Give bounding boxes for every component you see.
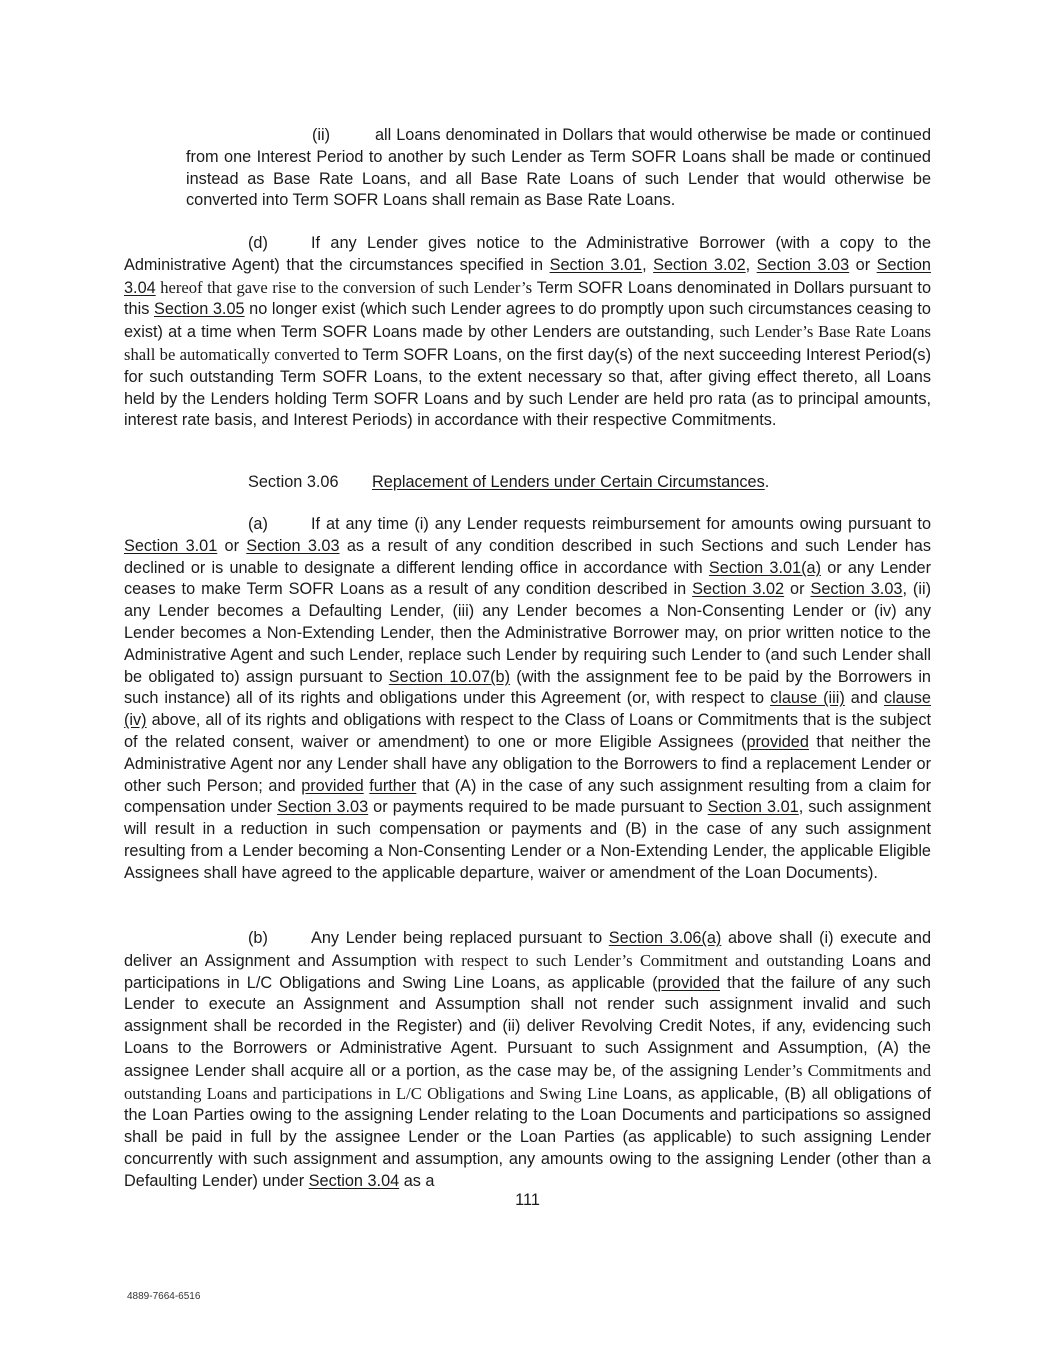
- section-title-period: .: [764, 473, 770, 491]
- paragraph-text-serif: with respect to such Lender’s Commitment and outstanding: [416, 950, 844, 970]
- section-reference-link[interactable]: Section 3.02: [653, 255, 746, 274]
- section-reference-link[interactable]: Section 3.03: [277, 798, 369, 817]
- section-reference-link[interactable]: Section 3.01(a): [708, 558, 822, 577]
- paragraph-text: If at any time (i) any Lender requests reimbursement for amounts owing pursuant to: [311, 515, 931, 533]
- paragraph-text: or: [849, 255, 877, 274]
- paragraph-text: Any Lender being replaced pursuant to: [311, 929, 609, 947]
- section-reference-link[interactable]: Section 3.04: [308, 1171, 400, 1190]
- clause-reference: clause (iii): [770, 689, 845, 708]
- defined-term-underlined: further: [369, 776, 417, 795]
- paragraph-b: [124, 928, 931, 1193]
- paragraph-text: Loans and participations in L/C Obligations and Swing Line Loans, as applicable (: [124, 951, 932, 992]
- section-reference-link[interactable]: Section 3.04: [124, 255, 931, 297]
- paragraph-text-serif: Lender’s Commitments and outstanding Loans and participations in L/C Obligations and Swing Line: [124, 1060, 931, 1103]
- section-reference-link[interactable]: Section 3.03: [756, 255, 850, 274]
- section-reference-link[interactable]: Section 3.01: [549, 255, 643, 274]
- paragraph-text: that neither the Administrative Agent nor any Lender shall have any obligation to the Borrowers to find a replacement Lender or other such Person; and: [124, 732, 931, 795]
- paragraph-text: Term SOFR Loans denominated in Dollars pursuant to this: [124, 278, 931, 319]
- section-title: Replacement of Lenders under Certain Circumstances: [372, 473, 765, 491]
- paragraph-text: as a: [399, 1171, 435, 1190]
- section-reference-link[interactable]: Section 3.03: [246, 536, 340, 555]
- paragraph-text: above shall (i) execute and deliver an Assignment and Assumption: [124, 929, 931, 970]
- clause-reference: clause (iv): [124, 689, 931, 730]
- section-heading: [248, 472, 769, 494]
- defined-term-underlined: provided: [657, 973, 721, 992]
- paragraph-text: or: [784, 580, 811, 599]
- section-reference-link[interactable]: Section 3.01: [124, 536, 218, 555]
- paragraph-ii-label: (ii): [312, 126, 331, 144]
- paragraph-text: Loans, as applicable, (B) all obligations of the Loan Parties owing to the assigning Lender relating to the Loan Documents and participations so assigned shall be paid in full by the assignee Lender or the Loan Parties (as applicable) to such assigning Lender concurrently with such assignment and assumption, any amounts owing to the assigning Lender (other than a Defaulting Lender) under: [124, 1084, 931, 1190]
- defined-term-underlined: provided: [301, 776, 364, 795]
- document-id: 4889-7664-6516: [127, 1291, 201, 1302]
- paragraph-text: above, all of its rights and obligations with respect to the Class of Loans or Commitments that is the subject of the related consent, waiver or amendment) to one or more Eligible Assignees (: [124, 711, 931, 751]
- paragraph-ii-text: all Loans denominated in Dollars that would otherwise be made or continued from one Interest Period to another by such Lender as Term SOFR Loans shall be made or continued instead as Base Rate Loans, and all Base Rate Loans of such Lender that would otherwise be converted into Term SOFR Loans shall remain as Base Rate Loans.: [186, 126, 931, 210]
- paragraph-text: and: [844, 689, 884, 708]
- section-reference-link[interactable]: Section 3.03: [810, 580, 903, 599]
- section-number: Section 3.06: [248, 473, 339, 491]
- paragraph-text: , such assignment will result in a reduction in such compensation or payments and (B) in the case of any such assignment resulting from a Lender becoming a Non-Consenting Lender or a Non-Extending Lender, the applicable Eligible Assignees shall have agreed to the applicable departure, waiver or amendment of the Loan Documents).: [124, 798, 931, 882]
- paragraph-text: ,: [642, 255, 654, 274]
- paragraph-text: (with the assignment fee to be paid by the Borrowers in such instance) all of its rights and obligations under this Agreement (or, with respect to: [124, 667, 931, 708]
- defined-term-underlined: provided: [746, 732, 809, 751]
- paragraph-text: , (ii) any Lender becomes a Defaulting Lender, (iii) any Lender becomes a Non-Consenting Lender or (iv) any Lender becomes a Non-Extending Lender, then the Administrative Borrower may, on prior written notice to the Administrative Agent and such Lender, replace such Lender by requiring such Lender to (and such Lender shall be obligated to) assign pursuant to: [124, 580, 931, 686]
- section-reference-link[interactable]: Section 10.07(b): [388, 667, 511, 686]
- paragraph-text-serif: hereof that gave rise to the conversion of such Lender’s: [155, 277, 533, 297]
- paragraph-text-serif: such Lender’s Base Rate Loans shall be automatically converted: [124, 322, 931, 364]
- paragraph-a-label: (a): [248, 515, 268, 533]
- paragraph-text: or: [217, 536, 247, 555]
- paragraph-d-label: (d): [248, 234, 268, 252]
- paragraph-text: that (A) in the case of any such assignment resulting from a claim for compensation under: [124, 776, 931, 817]
- paragraph-text: or payments required to be made pursuant to: [368, 798, 708, 817]
- paragraph-ii: [186, 125, 931, 212]
- paragraph-text: to Term SOFR Loans, on the first day(s) of the next succeeding Interest Period(s) for such outstanding Term SOFR Loans, to the extent necessary so that, after giving effect thereto, all Loans held by the Lenders holding Term SOFR Loans and by such Lender are held pro rata (as to principal amounts, interest rate basis, and Interest Periods) in accordance with their respective Commitments.: [124, 345, 931, 430]
- section-reference-link[interactable]: Section 3.06(a): [608, 929, 722, 947]
- page-number: 111: [515, 1191, 540, 1209]
- paragraph-text: no longer exist (which such Lender agrees to do promptly upon such circumstances ceasing to exist) at a time when Term SOFR Loans made by other Lenders are outstanding,: [124, 300, 931, 342]
- paragraph-text: ,: [745, 255, 757, 274]
- paragraph-a: [124, 514, 931, 885]
- paragraph-b-label: (b): [248, 929, 268, 947]
- paragraph-text: or any Lender ceases to make Term SOFR Loans as a result of any condition described in: [124, 558, 932, 599]
- paragraph-d: [124, 233, 931, 432]
- paragraph-text: as a result of any condition described in such Sections and such Lender has declined or is unable to designate a different lending office in accordance with: [124, 536, 931, 577]
- section-reference-link[interactable]: Section 3.05: [153, 300, 245, 319]
- section-reference-link[interactable]: Section 3.01: [707, 798, 799, 817]
- section-reference-link[interactable]: Section 3.02: [692, 580, 785, 599]
- paragraph-text: If any Lender gives notice to the Administrative Borrower (with a copy to the Administrative Agent) that the circumstances specified in: [124, 234, 931, 274]
- paragraph-text: that the failure of any such Lender to execute an Assignment and Assumption shall not render such assignment invalid and such assignment shall be recorded in the Register) and (ii) deliver Revolving Credit Notes, if any, evidencing such Loans to the Borrowers or Administrative Agent. Pursuant to such Assignment and Assumption, (A) the assignee Lender shall acquire all or a portion, as the case may be, of the assigning: [124, 973, 931, 1080]
